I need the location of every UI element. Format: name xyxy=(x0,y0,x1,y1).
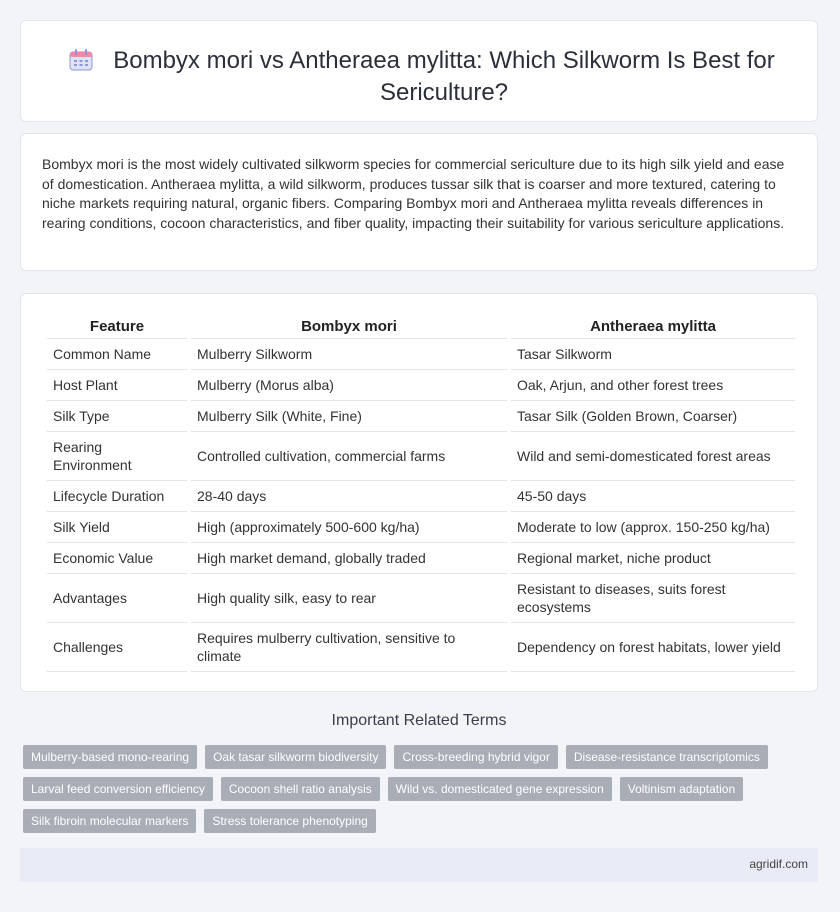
footer xyxy=(20,848,818,882)
table-cell: Resistant to diseases, suits forest ecosystems xyxy=(511,574,795,623)
related-terms-heading: Important Related Terms xyxy=(331,712,507,729)
table-cell: Host Plant xyxy=(47,370,187,401)
table-cell: Mulberry Silk (White, Fine) xyxy=(191,401,507,432)
title-card xyxy=(20,20,818,122)
table-row xyxy=(47,370,795,401)
table-cell: 28-40 days xyxy=(191,481,507,512)
table-cell: Oak, Arjun, and other forest trees xyxy=(511,370,795,401)
table-row xyxy=(47,339,795,370)
table-row xyxy=(47,543,795,574)
table-cell: Mulberry Silkworm xyxy=(191,339,507,370)
table-cell: Common Name xyxy=(47,339,187,370)
table-cell: Controlled cultivation, commercial farms xyxy=(191,432,507,481)
table-header-row xyxy=(47,316,795,339)
related-term-tag[interactable]: Silk fibroin molecular markers xyxy=(23,809,196,833)
header-bombyx-mori: Bombyx mori xyxy=(191,316,507,339)
table-row xyxy=(47,481,795,512)
table-row xyxy=(47,401,795,432)
table-row xyxy=(47,512,795,543)
table-cell: Dependency on forest habitats, lower yield xyxy=(511,623,795,672)
table-cell: Tasar Silkworm xyxy=(511,339,795,370)
table-row xyxy=(47,432,795,481)
table-cell: Rearing Environment xyxy=(47,432,187,481)
table-cell: High market demand, globally traded xyxy=(191,543,507,574)
comparison-card xyxy=(20,293,818,692)
table-cell: Challenges xyxy=(47,623,187,672)
related-term-tag[interactable]: Disease-resistance transcriptomics xyxy=(566,745,768,769)
related-term-tag[interactable]: Wild vs. domesticated gene expression xyxy=(388,777,612,801)
header-feature: Feature xyxy=(47,316,187,339)
related-term-tag[interactable]: Cross-breeding hybrid vigor xyxy=(394,745,557,769)
table-cell: High (approximately 500-600 kg/ha) xyxy=(191,512,507,543)
intro-card xyxy=(20,133,818,271)
table-cell: 45-50 days xyxy=(511,481,795,512)
related-term-tag[interactable]: Voltinism adaptation xyxy=(620,777,743,801)
table-cell: Regional market, niche product xyxy=(511,543,795,574)
table-row xyxy=(47,574,795,623)
related-term-tag[interactable]: Oak tasar silkworm biodiversity xyxy=(205,745,386,769)
table-cell: Wild and semi-domesticated forest areas xyxy=(511,432,795,481)
footer-site-link[interactable]: agridif.com xyxy=(749,857,808,871)
table-row xyxy=(47,623,795,672)
header-antheraea-mylitta: Antheraea mylitta xyxy=(511,316,795,339)
table-cell: Lifecycle Duration xyxy=(47,481,187,512)
related-term-tag[interactable]: Mulberry-based mono-rearing xyxy=(23,745,197,769)
table-cell: Advantages xyxy=(47,574,187,623)
table-cell: Requires mulberry cultivation, sensitive to climate xyxy=(191,623,507,672)
table-cell: Moderate to low (approx. 150-250 kg/ha) xyxy=(511,512,795,543)
page-title: Bombyx mori vs Antheraea mylitta: Which Silkworm Is Best for Sericulture? xyxy=(113,47,775,106)
related-term-tag[interactable]: Larval feed conversion efficiency xyxy=(23,777,213,801)
table-cell: Tasar Silk (Golden Brown, Coarser) xyxy=(511,401,795,432)
table-cell: High quality silk, easy to rear xyxy=(191,574,507,623)
comparison-table xyxy=(43,316,799,672)
related-terms-list xyxy=(23,745,783,833)
table-cell: Silk Type xyxy=(47,401,187,432)
related-term-tag[interactable]: Cocoon shell ratio analysis xyxy=(221,777,380,801)
table-cell: Mulberry (Morus alba) xyxy=(191,370,507,401)
table-cell: Economic Value xyxy=(47,543,187,574)
related-term-tag[interactable]: Stress tolerance phenotyping xyxy=(204,809,375,833)
intro-paragraph: Bombyx mori is the most widely cultivated silkworm species for commercial sericulture due to its high silk yield and ease of domestication. Antheraea mylitta, a wild silkworm, produces tussar silk that is coarser and more textured, catering to niche markets requiring natural, organic fibers. Comparing Bombyx mori and Antheraea mylitta reveals differences in rearing conditions, cocoon characteristics, and fiber quality, impacting their suitability for various sericulture applications. xyxy=(42,156,785,231)
table-cell: Silk Yield xyxy=(47,512,187,543)
